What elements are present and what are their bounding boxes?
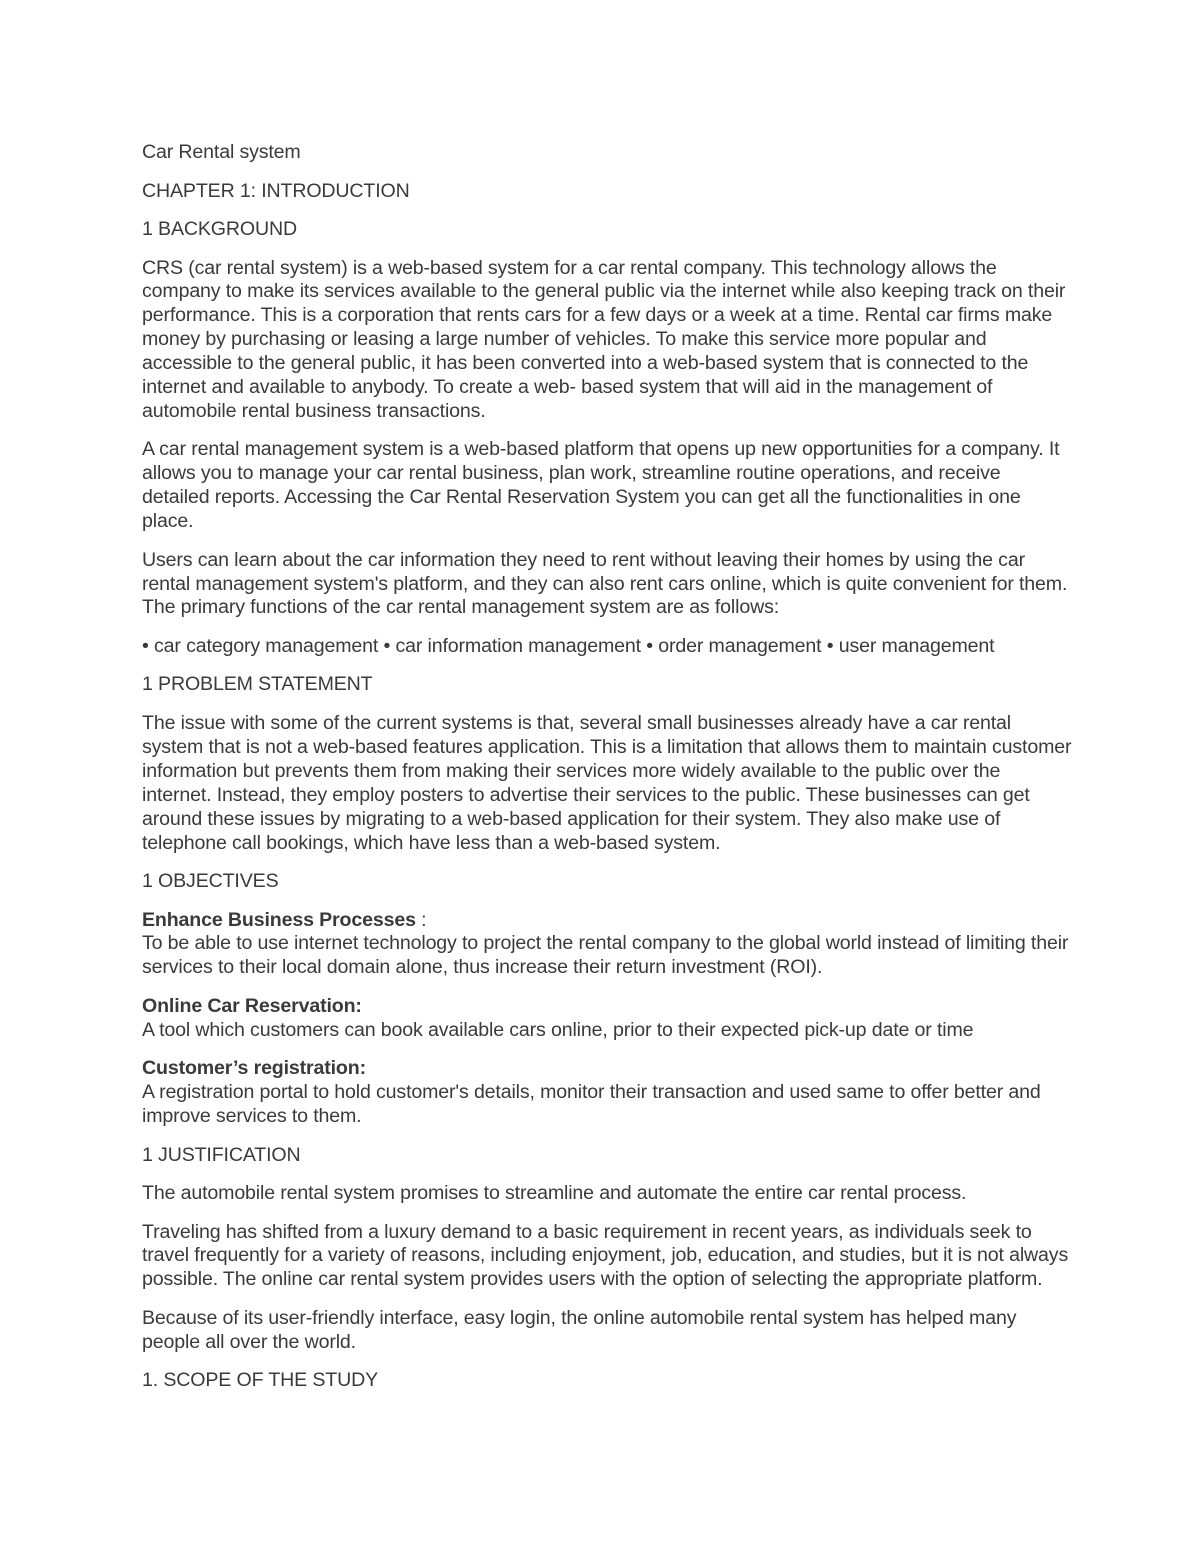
- background-paragraph-3: Users can learn about the car information they need to rent without leaving their homes by using the car rental management system's platform, and they can also rent cars online, which is quite convenient for them. The primary functions of the car rental management system are as follows:: [142, 548, 1068, 619]
- chapter-heading: CHAPTER 1: INTRODUCTION: [142, 179, 410, 202]
- functions-bullet-list: • car category management • car information management • order management • user management: [142, 634, 995, 657]
- objective-title-suffix: :: [415, 908, 427, 931]
- justification-paragraph-2: Traveling has shifted from a luxury demand to a basic requirement in recent years, as individuals seek to travel frequently for a variety of reasons, including enjoyment, job, education, and studies, but it is not always possible. The online car rental system provides users with the option of selecting the appropriate platform.: [142, 1220, 1069, 1291]
- problem-statement-heading: 1 PROBLEM STATEMENT: [142, 673, 373, 696]
- justification-paragraph-1: The automobile rental system promises to streamline and automate the entire car rental process.: [142, 1182, 967, 1205]
- objective-text: A tool which customers can book available cars online, prior to their expected pick-up date or time: [142, 1018, 974, 1041]
- problem-statement-paragraph: The issue with some of the current systems is that, several small businesses already have a car rental system that is not a web-based features application. This is a limitation that allows them to maintain customer information but prevents them from making their services more widely available to the public over the internet. Instead, they employ posters to advertise their services to the public. These businesses can get around these issues by migrating to a web-based application for their system. They also make use of telephone call bookings, which have less than a web-based system.: [142, 711, 1072, 854]
- justification-paragraph-3: Because of its user-friendly interface, easy login, the online automobile rental system has helped many people all over the world.: [142, 1306, 1017, 1353]
- objective-title: Customer’s registration:: [142, 1057, 366, 1080]
- objective-title-line: [142, 909, 426, 931]
- objective-item: [142, 1057, 1072, 1129]
- background-paragraph-1: CRS (car rental system) is a web-based system for a car rental company. This technology allows the company to make its services available to the general public via the internet while also keeping track on their performance. This is a corporation that rents cars for a few days or a week at a time. Rental car firms make money by purchasing or leasing a large number of vehicles. To make this service more popular and accessible to the general public, it has been converted into a web-based system that is connected to the internet and available to anybody. To create a web- based system that will aid in the management of automobile rental business transactions.: [142, 256, 1066, 422]
- objective-item: [142, 909, 1072, 981]
- objective-title: Online Car Reservation:: [142, 994, 362, 1017]
- document-page: [142, 141, 1072, 1408]
- background-paragraph-2: A car rental management system is a web-based platform that opens up new opportunities for a company. It allows you to manage your car rental business, plan work, streamline routine operations, and receive detailed reports. Accessing the Car Rental Reservation System you can get all the functionalities in one place.: [142, 438, 1060, 533]
- objectives-heading: 1 OBJECTIVES: [142, 870, 279, 892]
- justification-heading: 1 JUSTIFICATION: [142, 1143, 301, 1166]
- objective-text: To be able to use internet technology to project the rental company to the global world instead of limiting their services to their local domain alone, thus increase their return investment (ROI).: [142, 932, 1069, 979]
- objective-title: Enhance Business Processes: [142, 908, 416, 931]
- scope-heading: 1. SCOPE OF THE STUDY: [142, 1369, 379, 1392]
- document-title: Car Rental system: [142, 141, 301, 163]
- objective-item: [142, 995, 1072, 1043]
- objective-text: A registration portal to hold customer's details, monitor their transaction and used same to offer better and improve services to them.: [142, 1081, 1041, 1128]
- background-heading: 1 BACKGROUND: [142, 218, 297, 240]
